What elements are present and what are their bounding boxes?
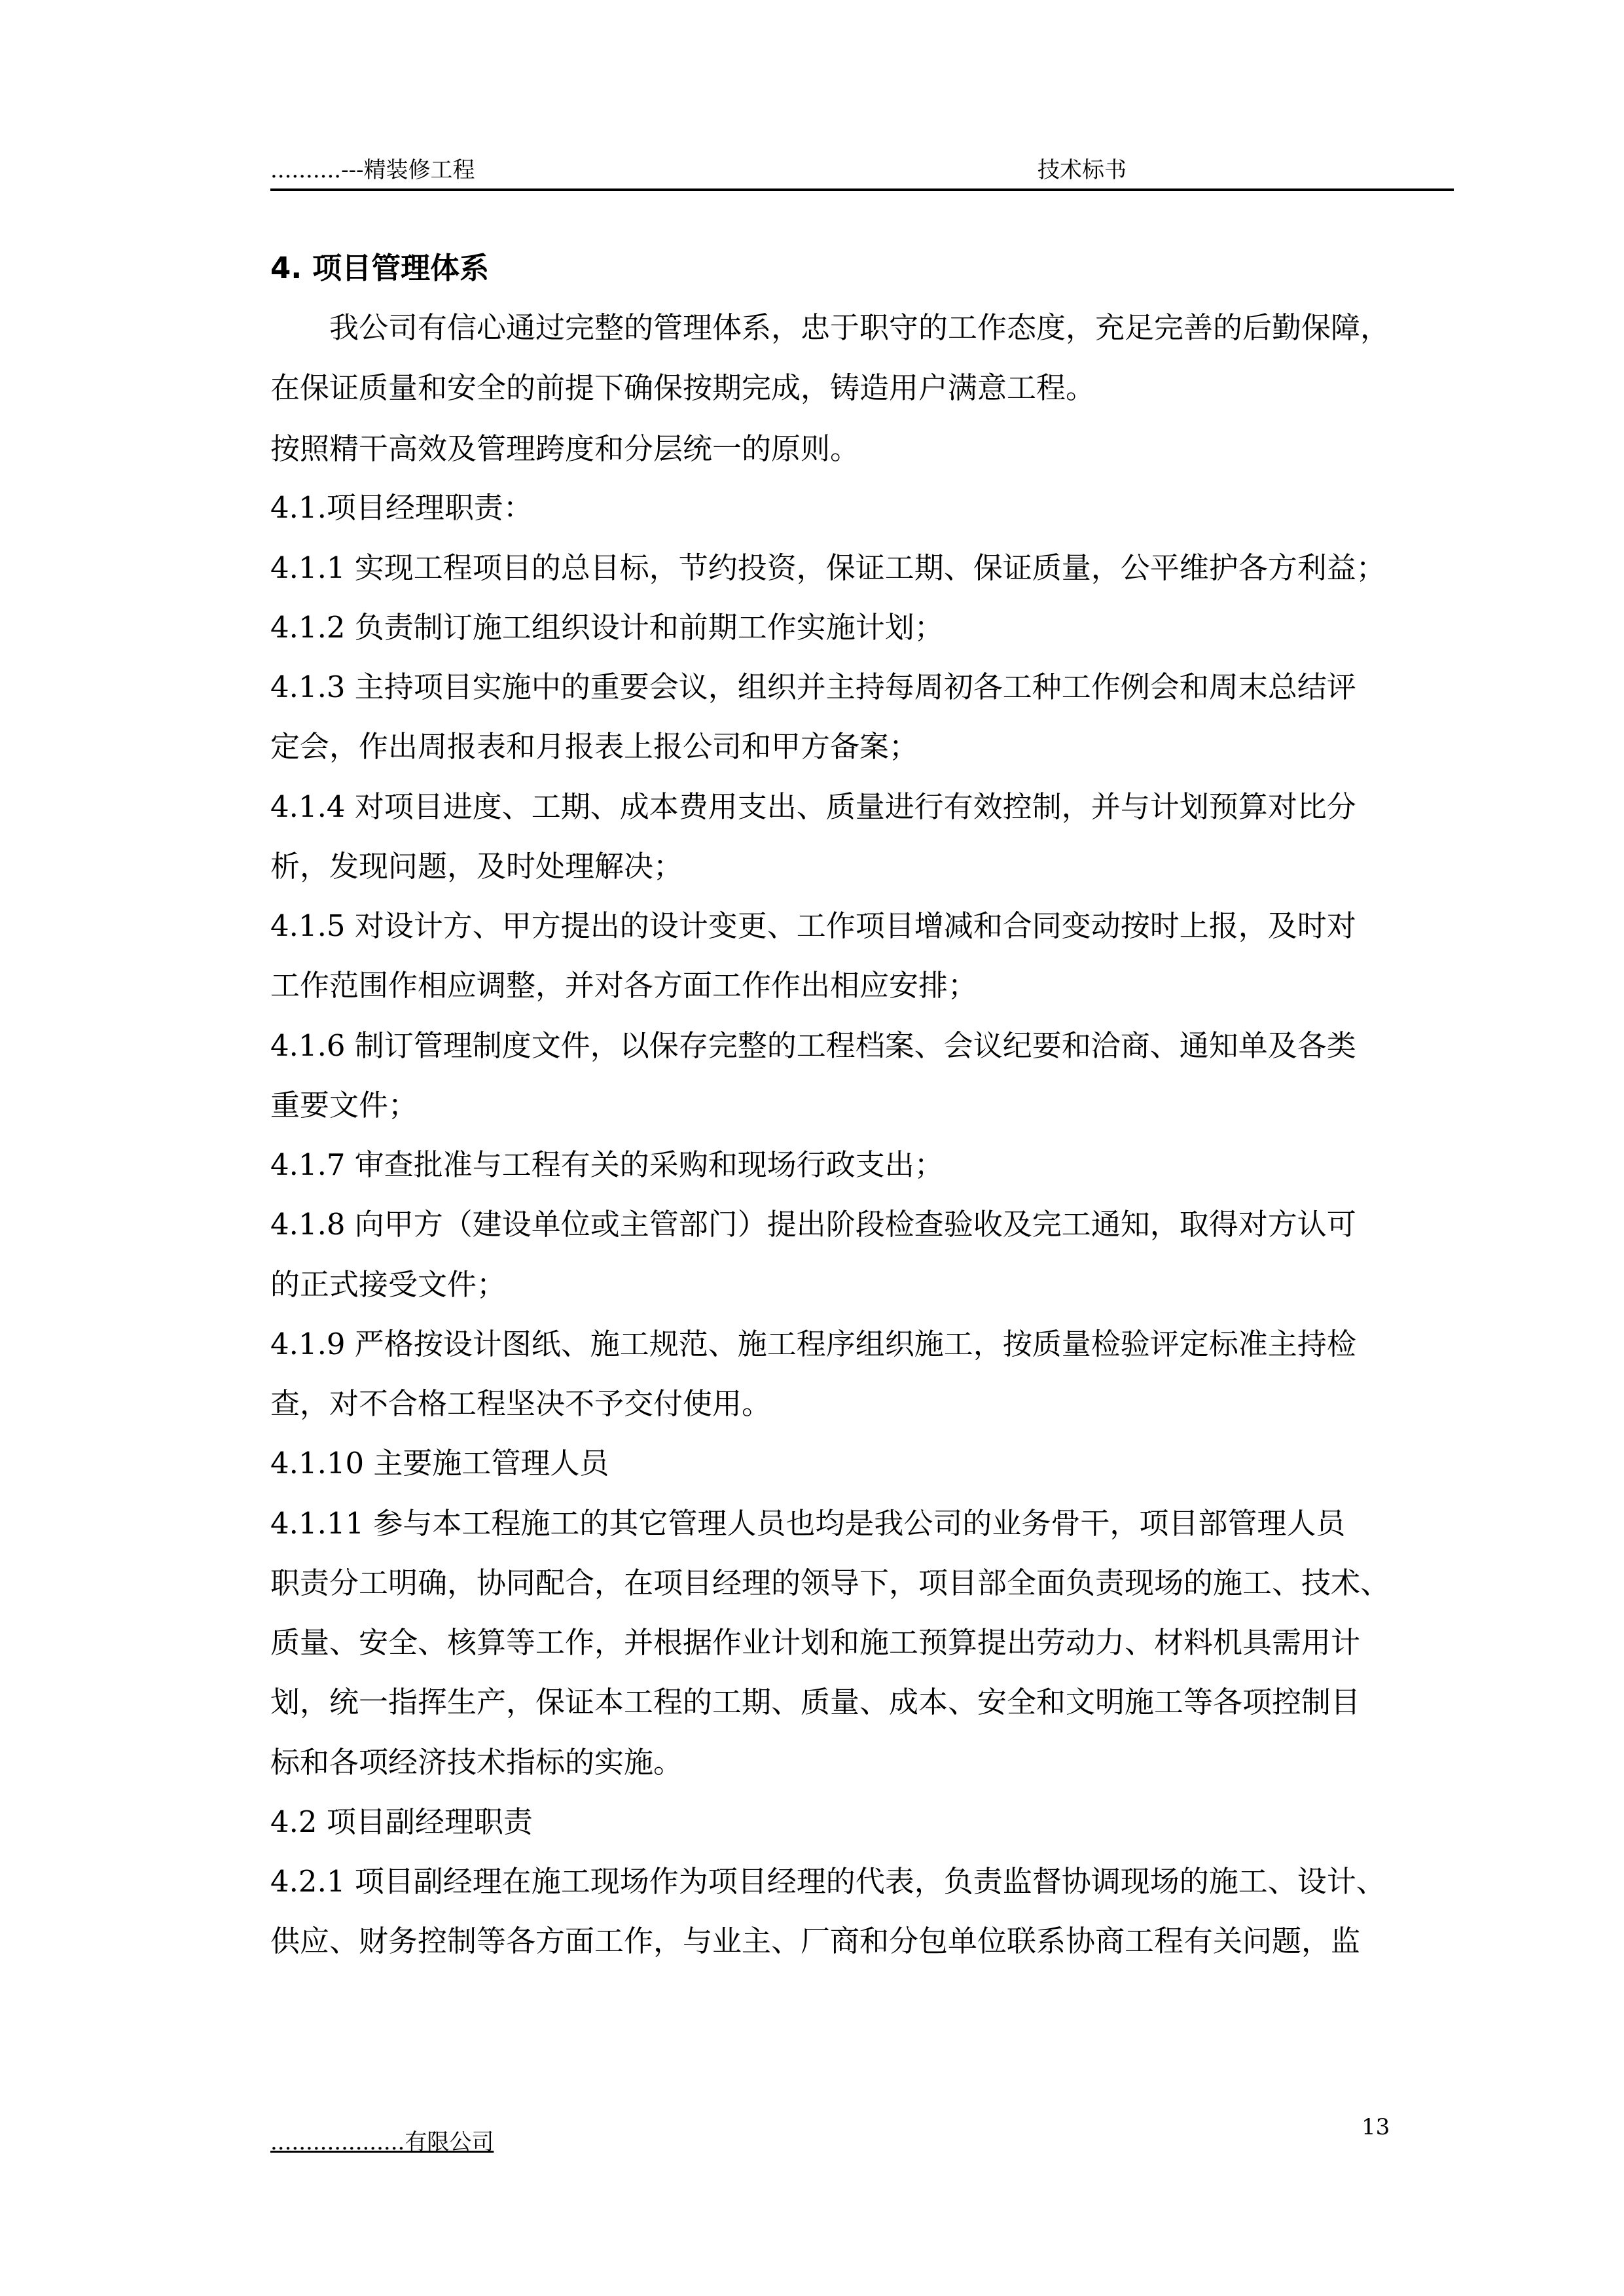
header-document-type: 技术标书 (1038, 157, 1127, 183)
paragraph-line: 按照精干高效及管理跨度和分层统一的原则。 (270, 431, 860, 466)
paragraph-line: 析，发现问题，及时处理解决； (270, 849, 683, 884)
paragraph-line: 4.2 项目副经理职责 (270, 1804, 533, 1839)
paragraph-line: 4.1.7 审查批准与工程有关的采购和现场行政支出； (270, 1147, 944, 1182)
paragraph-line: 我公司有信心通过完整的管理体系，忠于职守的工作态度，充足完善的后勤保障， (270, 310, 1390, 345)
paragraph-line: 4.1.5 对设计方、甲方提出的设计变更、工作项目增减和合同变动按时上报，及时对 (270, 908, 1356, 943)
header-project-name: ..........---精装修工程 (270, 157, 475, 183)
paragraph-line: 职责分工明确，协同配合，在项目经理的领导下，项目部全面负责现场的施工、技术、 (270, 1566, 1390, 1600)
paragraph-line: 工作范围作相应调整，并对各方面工作作出相应安排； (270, 968, 978, 1003)
paragraph-line: 查，对不合格工程坚决不予交付使用。 (270, 1386, 772, 1421)
paragraph-line: 4.1.11 参与本工程施工的其它管理人员也均是我公司的业务骨干，项目部管理人员 (270, 1506, 1346, 1541)
footer-company-name: ...................有限公司 (270, 2129, 494, 2155)
paragraph-line: 的正式接受文件； (270, 1267, 507, 1302)
paragraph-line: 4.1.项目经理职责： (270, 490, 533, 525)
paragraph-line: 4.2.1 项目副经理在施工现场作为项目经理的代表，负责监督协调现场的施工、设计、 (270, 1864, 1386, 1899)
paragraph-line: 划，统一指挥生产，保证本工程的工期、质量、成本、安全和文明施工等各项控制目 (270, 1685, 1361, 1719)
paragraph-line: 4.1.10 主要施工管理人员 (270, 1446, 609, 1480)
paragraph-line: 供应、财务控制等各方面工作，与业主、厂商和分包单位联系协商工程有关问题，监 (270, 1924, 1361, 1958)
paragraph-line: 标和各项经济技术指标的实施。 (270, 1745, 683, 1780)
paragraph-line: 在保证质量和安全的前提下确保按期完成，铸造用户满意工程。 (270, 370, 1096, 405)
paragraph-line: 定会，作出周报表和月报表上报公司和甲方备案； (270, 729, 919, 764)
page-header (270, 149, 1454, 191)
page-number: 13 (1362, 2114, 1390, 2140)
paragraph-line: 质量、安全、核算等工作，并根据作业计划和施工预算提出劳动力、材料机具需用计 (270, 1625, 1361, 1660)
paragraph-line: 4.1.1 实现工程项目的总目标，节约投资，保证工期、保证质量，公平维护各方利益； (270, 550, 1386, 585)
paragraph-line: 重要文件； (270, 1088, 418, 1122)
paragraph-line: 4.1.2 负责制订施工组织设计和前期工作实施计划； (270, 610, 944, 645)
paragraph-line: 4.1.6 制订管理制度文件，以保存完整的工程档案、会议纪要和洽商、通知单及各类 (270, 1028, 1356, 1063)
paragraph-line: 4.1.3 主持项目实施中的重要会议，组织并主持每周初各工种工作例会和周末总结评 (270, 670, 1356, 704)
paragraph-line: 4.1.8 向甲方（建设单位或主管部门）提出阶段检查验收及完工通知，取得对方认可 (270, 1207, 1356, 1242)
section-title: 4. 项目管理体系 (270, 251, 490, 285)
paragraph-line: 4.1.4 对项目进度、工期、成本费用支出、质量进行有效控制，并与计划预算对比分 (270, 789, 1356, 824)
paragraph-line: 4.1.9 严格按设计图纸、施工规范、施工程序组织施工，按质量检验评定标准主持检 (270, 1327, 1356, 1361)
